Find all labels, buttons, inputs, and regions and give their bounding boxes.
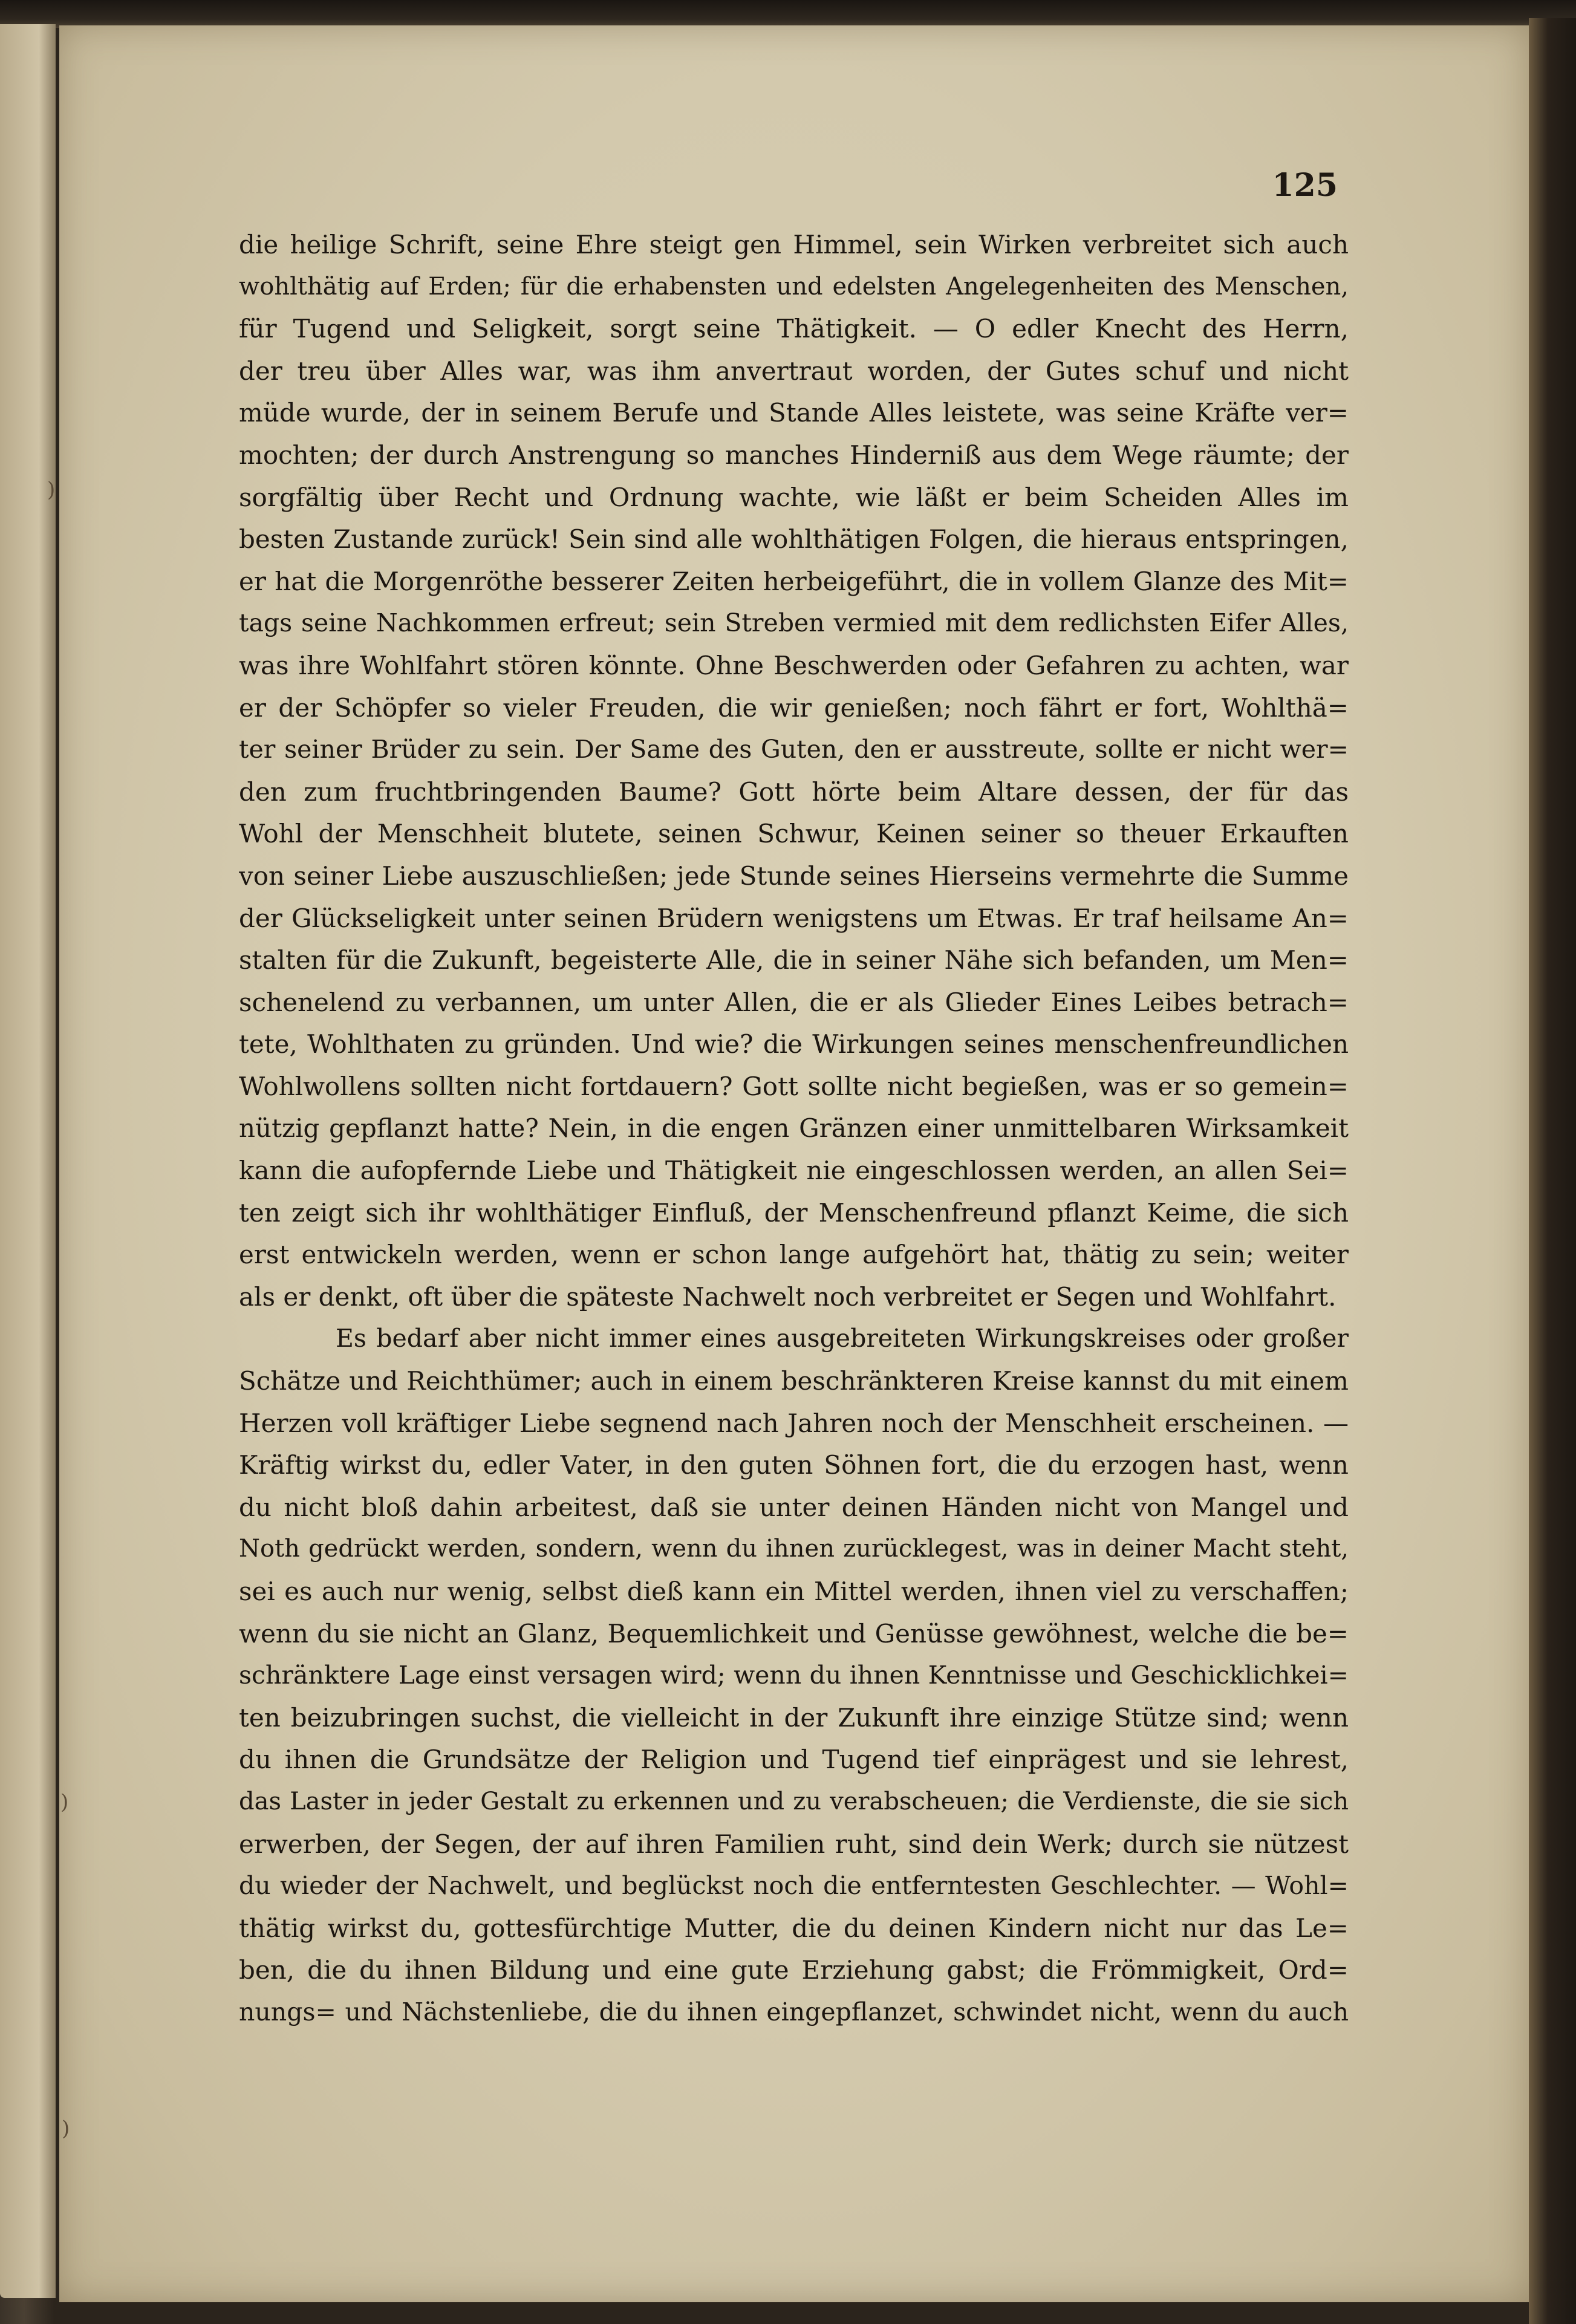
text-line: ten beizubringen suchst, die vielleicht in der Zukunft ihre einzige Stütze sind; wenn — [239, 1702, 1349, 1733]
text-line: ten zeigt sich ihr wohlthätiger Einfluß, der Menschenfreund pflanzt Keime, die sich — [239, 1197, 1349, 1228]
text-line: Noth gedrückt werden, sondern, wenn du ihnen zurücklegest, was in deiner Macht steht, — [239, 1535, 1349, 1563]
margin-mark: ) — [62, 2117, 70, 2141]
text-line: schenelend zu verbannen, um unter Allen, die er als Glieder Eines Leibes betrach= — [239, 987, 1349, 1017]
text-line: Wohl der Menschheit blutete, seinen Schwur, Keinen seiner so theuer Erkauften — [239, 819, 1349, 849]
text-line: mochten; der durch Anstrengung so manches Hinderniß aus dem Wege räumte; der — [239, 440, 1349, 470]
text-line: du nicht bloß dahin arbeitest, daß sie unter deinen Händen nicht von Mangel und — [239, 1492, 1349, 1522]
text-line: für Tugend und Seligkeit, sorgt seine Thätigkeit. — O edler Knecht des Herrn, — [239, 314, 1349, 344]
text-line: du wieder der Nachwelt, und beglückst noch die entferntesten Geschlechter. — Wohl= — [239, 1871, 1349, 1901]
text-line: erwerben, der Segen, der auf ihren Familien ruht, sind dein Werk; durch sie nützest — [239, 1829, 1349, 1859]
text-line: sorgfältig über Recht und Ordnung wachte, wie läßt er beim Scheiden Alles im — [239, 482, 1349, 512]
text-line: erst entwickeln werden, wenn er schon lange aufgehört hat, thätig zu sein; weiter — [239, 1240, 1349, 1270]
text-line: er der Schöpfer so vieler Freuden, die wir genießen; noch fährt er fort, Wohlthä= — [239, 692, 1349, 723]
text-line: das Laster in jeder Gestalt zu erkennen und zu verabscheuen; die Verdienste, die sie sich — [239, 1787, 1349, 1815]
text-line: der treu über Alles war, was ihm anvertraut worden, der Gutes schuf und nicht — [239, 356, 1349, 386]
previous-page-edge — [0, 24, 56, 2298]
text-line: von seiner Liebe auszuschließen; jede Stunde seines Hierseins vermehrte die Summe — [239, 861, 1349, 891]
text-line: er hat die Morgenröthe besserer Zeiten herbeigeführt, die in vollem Glanze des Mit= — [239, 566, 1349, 596]
text-line: stalten für die Zukunft, begeisterte Alle, die in seiner Nähe sich befanden, um Men= — [239, 945, 1349, 975]
text-line: thätig wirkst du, gottesfürchtige Mutter, die du deinen Kindern nicht nur das Le= — [239, 1913, 1349, 1943]
book-top-edge — [0, 0, 1576, 28]
page-number: 125 — [1272, 167, 1338, 204]
text-line: müde wurde, der in seinem Berufe und Stande Alles leistete, was seine Kräfte ver= — [239, 398, 1349, 428]
text-line: du ihnen die Grundsätze der Religion und Tugend tief einprägest und sie lehrest, — [239, 1745, 1349, 1775]
text-line: schränktere Lage einst versagen wird; wenn du ihnen Kenntnisse und Geschicklichkei= — [239, 1661, 1349, 1690]
text-line: was ihre Wohlfahrt stören könnte. Ohne Beschwerden oder Gefahren zu achten, war — [239, 650, 1349, 680]
text-line: kann die aufopfernde Liebe und Thätigkeit nie eingeschlossen werden, an allen Sei= — [239, 1156, 1349, 1186]
text-line: Kräftig wirkst du, edler Vater, in den guten Söhnen fort, die du erzogen hast, wenn — [239, 1450, 1349, 1480]
text-line: der Glückseligkeit unter seinen Brüdern wenigstens um Etwas. Er traf heilsame An= — [239, 903, 1349, 933]
margin-mark: ) — [47, 478, 56, 502]
text-line: ter seiner Brüder zu sein. Der Same des Guten, den er ausstreute, sollte er nicht wer= — [239, 735, 1349, 764]
page-body-text — [239, 224, 1349, 2034]
text-line: wohlthätig auf Erden; für die erhabensten und edelsten Angelegenheiten des Menschen, — [239, 272, 1349, 301]
text-line: nützig gepflanzt hatte? Nein, in die engen Gränzen einer unmittelbaren Wirksamkeit — [239, 1113, 1349, 1144]
text-line: sei es auch nur wenig, selbst dieß kann ein Mittel werden, ihnen viel zu verschaffen; — [239, 1577, 1349, 1606]
text-line: als er denkt, oft über die späteste Nachwelt noch verbreitet er Segen und Wohlfahrt. — [239, 1281, 1337, 1312]
text-line: die heilige Schrift, seine Ehre steigt gen Himmel, sein Wirken verbreitet sich auch — [239, 230, 1349, 259]
margin-mark: ) — [60, 1790, 69, 1814]
text-line: Es bedarf aber nicht immer eines ausgebreiteten Wirkungskreises oder großer — [336, 1324, 1349, 1353]
text-line: Herzen voll kräftiger Liebe segnend nach Jahren noch der Menschheit erscheinen. — — [239, 1408, 1349, 1438]
text-line: Schätze und Reichthümer; auch in einem beschränkteren Kreise kannst du mit einem — [239, 1366, 1349, 1396]
text-line: Wohlwollens sollten nicht fortdauern? Gott sollte nicht begießen, was er so gemein= — [239, 1071, 1349, 1101]
text-line: tags seine Nachkommen erfreut; sein Streben vermied mit dem redlichsten Eifer Alles, — [239, 608, 1349, 638]
text-line: wenn du sie nicht an Glanz, Bequemlichkeit und Genüsse gewöhnest, welche die be= — [239, 1618, 1349, 1649]
text-line: nungs= und Nächstenliebe, die du ihnen eingepflanzet, schwindet nicht, wenn du auch — [239, 1997, 1349, 2026]
text-line: besten Zustande zurück! Sein sind alle wohlthätigen Folgen, die hieraus entspringen, — [239, 524, 1349, 555]
book-right-edge — [1529, 18, 1576, 2324]
text-line: den zum fruchtbringenden Baume? Gott hörte beim Altare dessen, der für das — [239, 776, 1349, 807]
text-line: tete, Wohlthaten zu gründen. Und wie? die Wirkungen seines menschenfreundlichen — [239, 1029, 1349, 1059]
text-line: ben, die du ihnen Bildung und eine gute Erziehung gabst; die Frömmigkeit, Ord= — [239, 1955, 1349, 1985]
